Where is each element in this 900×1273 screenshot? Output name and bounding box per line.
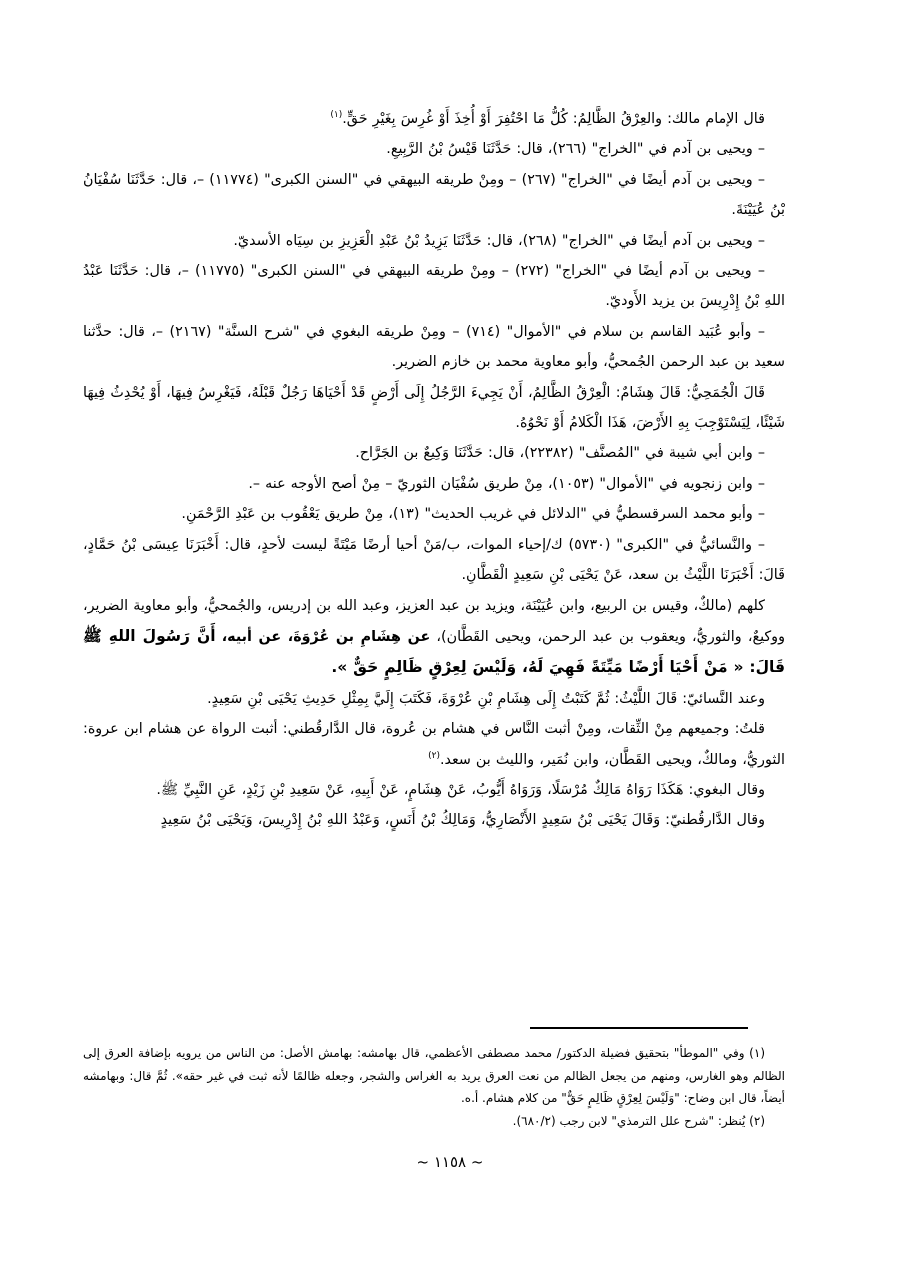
text-run: قال الإمام مالك: والعِرْقُ الظَّالِمُ: كُلُّ مَا احْتُفِرَ أَوْ أُخِذَ أَوْ غُرِسَ بِغَيْرِ حَقٍّ.	[342, 111, 765, 127]
paragraph: – ويحيى بن آدم أيضًا في "الخراج" (٢٦٨)، قال: حَدَّثَنَا يَزِيدُ بْنُ عَبْدِ الْعَزِيزِ بن سِيَاه الأسديّ.	[233, 232, 765, 249]
paragraph: – ويحيى بن آدم أيضًا في "الخراج" (٢٦٧) – ومِنْ طريقه البيهقي في "السنن الكبرى" (١١٧٧٤) –، قال: حَدَّثَنَا سُفْيَانُ بْنُ عُيَيْنَةَ.	[83, 171, 785, 219]
paragraph: – وابن أبي شيبة في "المُصنَّف" (٢٢٣٨٢)، قال: حَدَّثَنَا وَكِيعٌ بن الجَرَّاح.	[355, 445, 765, 462]
footnote-marker[interactable]: (١)	[330, 110, 343, 121]
footnote-2: (٢) يُنظر: "شرح علل الترمذي" لابن رجب (٦٨٠/٢).	[512, 1113, 765, 1128]
main-text	[83, 104, 785, 836]
paragraph: قَالَ الْجُمَحِيُّ: قَالَ هِشَامٌ: الْعِرْقُ الظَّالِمُ، أَنْ يَجِيءَ الرَّجُلُ إِلَى أَرْضٍ قَدْ أَحْيَاهَا رَجُلٌ قَبْلَهُ، فَيَغْرِسُ فِيهَا، أَوْ يُحْدِثُ فِيهَا شَيْئًا، لِيَسْتَوْجِبَ بِهِ الأَرْضَ، هَذَا الْكَلامُ أَوْ نَحْوُهُ.	[83, 384, 785, 432]
page-number: ~ ١١٥٨ ~	[416, 1153, 484, 1171]
paragraph	[83, 591, 785, 684]
footnotes	[83, 1042, 785, 1132]
paragraph: – ويحيى بن آدم أيضًا في "الخراج" (٢٧٢) – ومِنْ طريقه البيهقي في "السنن الكبرى" (١١٧٧٥) –، قال: حَدَّثَنَا عَبْدُ اللهِ بْنُ إِدْرِيسَ بن يزيد الأَوديّ.	[83, 263, 785, 310]
paragraph	[83, 714, 785, 775]
isnad-highlight: عن هِشَامِ بن عُرْوَةَ، عن أبيه،	[221, 628, 431, 645]
paragraph: وعند النَّسائيّ: قَالَ اللَّيْثُ: ثُمَّ كَتَبْتُ إِلَى هِشَامِ بْنِ عُرْوَةَ، فَكَتَبَ إِلَيَّ بِمِثْلِ حَدِيثِ يَحْيَى بْنِ سَعِيدٍ.	[207, 690, 765, 707]
text-run: قلتُ: وجميعهم مِنْ الثِّقات، ومِنْ أثبت النَّاس في هشام بن عُروة، قال الدَّارقُطني: أثبت الرواة عن هشام ابن عروة: الثوريُّ، ومالكٌ، ويحيى القَطَّان، وابن نُمَير، والليث بن سعد.	[83, 721, 785, 768]
paragraph: – وأبو عُبَيد القاسم بن سلام في "الأموال" (٧١٤) – ومِنْ طريقه البغوي في "شرح السنَّة" (٢١٦٧) –، قال: حدَّثنا سعيد بن عبد الرحمن الجُمحيُّ، وأبو معاوية محمد بن خازم الضرير.	[83, 323, 785, 371]
paragraph: وقال البغوي: هَكَذَا رَوَاهُ مَالِكٌ مُرْسَلًا، وَرَوَاهُ أَيُّوبُ، عَنْ هِشَامٍ، عَنْ أَبِيهِ، عَنْ سَعِيدِ بْنِ زَيْدٍ، عَنِ النَّبِيِّ ﷺ.	[156, 781, 765, 798]
footnote-separator	[530, 1027, 748, 1029]
footnote-1: (١) وفي "الموطأ" بتحقيق فضيلة الدكتور/ محمد مصطفى الأعظمي، قال بهامشه: بهامش الأصل: من الناس من يرويه بإضافة العرق إلى الظالم وهو الغارس، ومنهم من يجعل الظالم من نعت العرق يريد به الغراس والشجر، وجعله ظالمًا لأنه ثبت في غير حقه». ثُمَّ قال: وبهامشه أيضاً، قال ابن وضاح: "وَلَيْسَ لِعِرْقٍ ظَالِمٍ حَقٌّ" من كلام هشام. أ.ه.	[83, 1046, 785, 1105]
paragraph: – وأبو محمد السرقسطيُّ في "الدلائل في غريب الحديث" (١٣)، مِنْ طريق يَعْقُوب بن عَبْدِ الرَّحْمَنِ.	[181, 506, 765, 523]
paragraph: وقال الدَّارقُطنيّ: وَقَالَ يَحْيَى بْنُ سَعِيدٍ الأَنْصَارِيُّ، وَمَالِكُ بْنُ أَنَسٍ، وَعَبْدُ اللهِ بْنُ إِدْرِيسَ، وَيَحْيَى بْنُ سَعِيدٍ	[160, 812, 765, 829]
paragraph: – والنَّسائيُّ في "الكبرى" (٥٧٣٠) ك/إحياء الموات، ب/مَنْ أحيا أرضًا مَيْتَةً ليست لأحدٍ، قال: أَخْبَرَنَا عِيسَى بْنُ حَمَّادٍ، قَالَ: أَخْبَرَنَا اللَّيْثُ بن سعد، عَنْ يَحْيَى بْنِ سَعِيدٍ الْقَطَّانِ.	[83, 536, 785, 584]
paragraph: – ويحيى بن آدم في "الخراج" (٢٦٦)، قال: حَدَّثَنَا قَيْسُ بْنُ الرَّبِيعِ.	[386, 141, 765, 158]
footnote-marker[interactable]: (٢)	[428, 750, 440, 761]
hadith-text: أَنَّ رَسُولَ اللهِ ﷺ قَالَ: « مَنْ أَحْيَا أَرْضًا مَيِّتَةً فَهِيَ لَهُ، وَلَيْسَ لِعِرْقٍ ظَالِمٍ حَقٌّ ».	[83, 626, 785, 677]
paragraph	[83, 104, 785, 134]
paragraph: – وابن زنجويه في "الأموال" (١٠٥٣)، مِنْ طريق سُفْيَان الثوريّ – مِنْ أصح الأوجه عنه –.	[248, 475, 765, 492]
text-run: كلهم (مالكٌ، وقيس بن الربيع، وابن عُيَيْنَة، ويزيد بن عبد العزيز، وعبد الله بن إدريس، والجُمحيُّ، وأبو معاوية الضرير، ووكيعٌ، والثوريُّ، ويعقوب بن عبد الرحمن، ويحيى القَطَّان)،	[83, 597, 785, 645]
